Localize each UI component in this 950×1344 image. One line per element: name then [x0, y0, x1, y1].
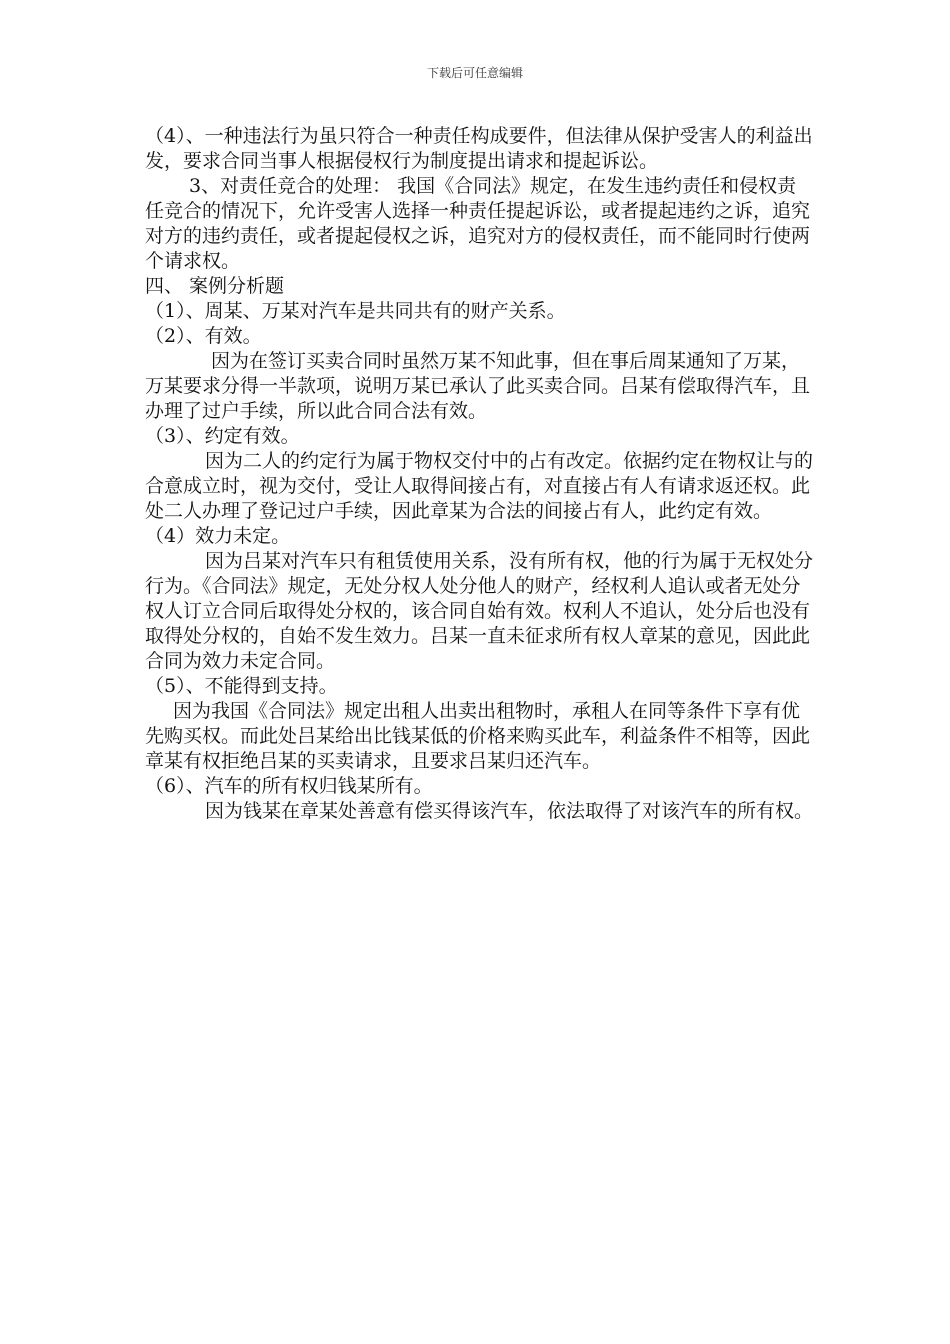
paragraph-point-4: （4）、一种违法行为虽只符合一种责任构成要件，但法律从保护受害人的利益出发，要求合同当事人根据侵权行为制度提出请求和提起诉讼。: [145, 125, 813, 172]
answer-5-reason: 因为我国《合同法》规定出租人出卖出租物时，承租人在同等条件下享有优先购买权。而此处吕某给出比钱某低的价格来购买此车，利益条件不相等，因此章某有权拒绝吕某的买卖请求，且要求吕某归还汽车。: [145, 700, 811, 772]
page-header: 下载后可任意编辑: [426, 66, 523, 80]
answer-3: （3）、约定有效。: [145, 425, 300, 447]
answer-2: （2）、有效。: [145, 325, 262, 347]
answer-4: （4）效力未定。: [145, 525, 291, 547]
answer-3-reason: 因为二人的约定行为属于物权交付中的占有改定。依据约定在物权让与的合意成立时，视为交付，受让人取得间接占有，对直接占有人有请求返还权。此处二人办理了登记过户手续，因此章某为合法的间接占有人，此约定有效。: [145, 450, 814, 522]
section-heading-4: 四、 案例分析题: [145, 275, 285, 297]
answer-6-reason: 因为钱某在章某处善意有偿买得该汽车，依法取得了对该汽车的所有权。: [205, 800, 814, 822]
answer-6: （6）、汽车的所有权归钱某所有。: [145, 775, 433, 797]
answer-1: （1）、周某、万某对汽车是共同共有的财产关系。: [145, 300, 566, 322]
answer-5: （5）、不能得到支持。: [145, 675, 338, 697]
document-body: [145, 124, 815, 824]
answer-4-reason: 因为吕某对汽车只有租赁使用关系，没有所有权，他的行为属于无权处分行为。《合同法》规定，无处分权人处分他人的财产，经权利人追认或者无处分权人订立合同后取得处分权的，该合同自始有效。权利人不追认，处分后也没有取得处分权的，自始不发生效力。吕某一直未征求所有权人章某的意见，因此此合同为效力未定合同。: [145, 550, 814, 672]
paragraph-section-3: 3、对责任竞合的处理： 我国《合同法》规定，在发生违约责任和侵权责任竞合的情况下，允许受害人选择一种责任提起诉讼，或者提起违约之诉，追究对方的违约责任，或者提起侵权之诉，追究对方的侵权责任，而不能同时行使两个请求权。: [145, 175, 811, 272]
answer-2-reason: 因为在签订买卖合同时虽然万某不知此事，但在事后周某通知了万某，万某要求分得一半款项，说明万某已承认了此买卖合同。吕某有偿取得汽车，且办理了过户手续，所以此合同合法有效。: [145, 350, 811, 422]
